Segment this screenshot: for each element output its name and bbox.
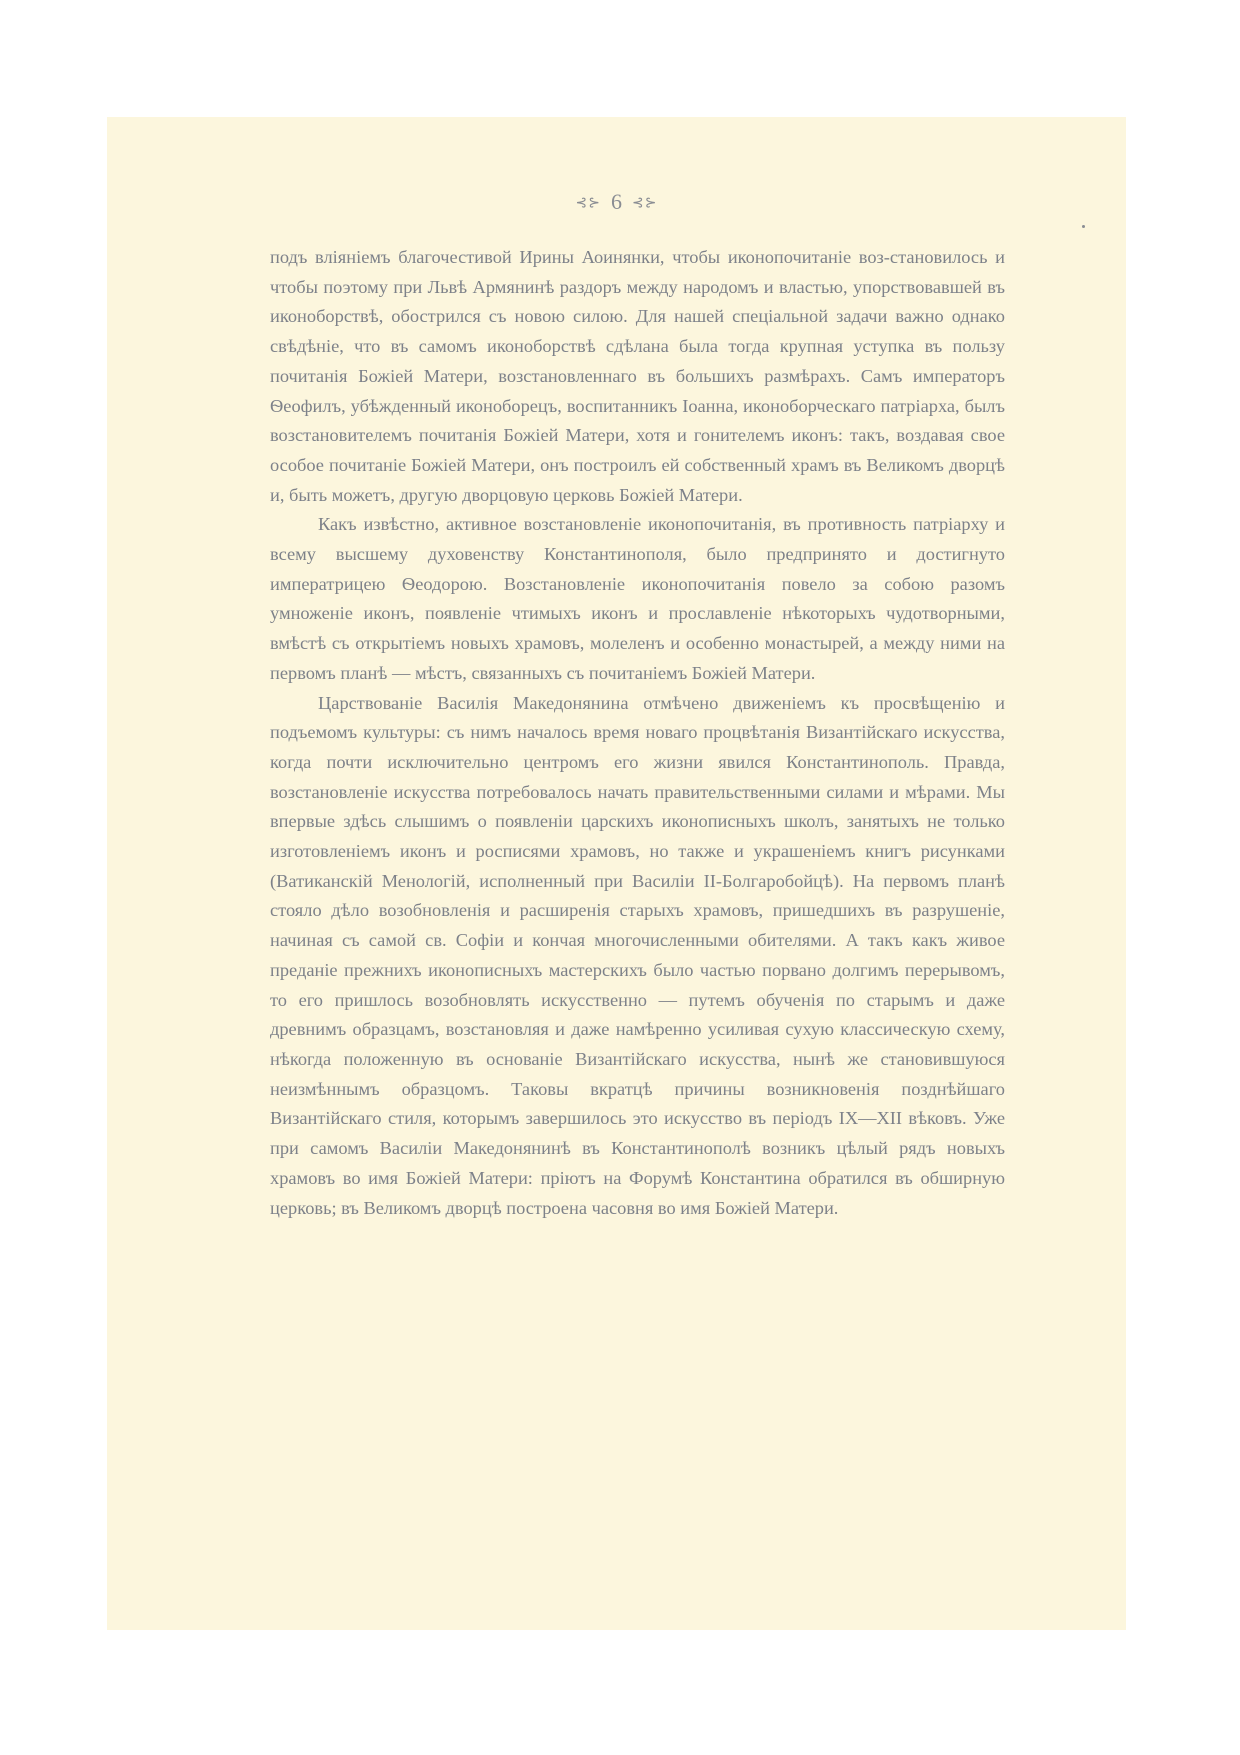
paragraph-2: Какъ извѣстно, активное возстановленіе иконопочитанія, въ противность патріарху и всему высшему духовенству Константинополя, было предпринято и достигнуто императрицею Ѳеодорою. Возстановленіе иконопочитанія повело за собою разомъ умноженіе иконъ, появленіе чтимыхъ иконъ и прославленіе нѣкоторыхъ чудотворными, вмѣстѣ съ открытіемъ новыхъ храмовъ, молеленъ и особенно монастырей, а между ними на первомъ планѣ — мѣстъ, связанныхъ съ почитаніемъ Божіей Матери. <box>270 514 1005 683</box>
page-header <box>107 189 1126 215</box>
paragraph-1: подъ вліяніемъ благочестивой Ирины Аоинянки, чтобы иконопочитаніе воз-становилось и чтобы поэтому при Львѣ Армянинѣ раздоръ между народомъ и властью, упорствовавшей въ иконоборствѣ, обострился съ новою силою. Для нашей спеціальной задачи важно однако свѣдѣніе, что въ самомъ иконоборствѣ сдѣлана была тогда крупная уступка въ пользу почитанія Божіей Матери, возстановленнаго въ большихъ размѣрахъ. Самъ императоръ Ѳеофилъ, убѣжденный иконоборецъ, воспитанникъ Іоанна, иконоборческаго патріарха, былъ возстановителемъ почитанія Божіей Матери, хотя и гонителемъ иконъ: такъ, воздавая свое особое почитаніе Божіей Матери, онъ построилъ ей собственный храмъ въ Великомъ дворцѣ и, быть можетъ, другую дворцовую церковь Божіей Матери. <box>270 247 1005 505</box>
page-number: 6 <box>611 189 622 214</box>
paragraph-3: Царствованіе Василія Македонянина отмѣчено движеніемъ къ просвѣщенію и подъемомъ культуры: съ нимъ началось время новаго процвѣтанія Византійскаго искусства, когда почти исключительно центромъ его жизни явился Константинополь. Правда, возстановленіе искусства потребовалось начать правительственными силами и мѣрами. Мы впервые здѣсь слышимъ о появленіи царскихъ иконописныхъ школъ, занятыхъ не только изготовленіемъ иконъ и росписями храмовъ, но также и украшеніемъ книгъ рисунками (Ватиканскій Менологій, исполненный при Василіи II-Болгаробойцѣ). На первомъ планѣ стояло дѣло возобновленія и расширенія старыхъ храмовъ, пришедшихъ въ разрушеніе, начиная съ самой св. Софіи и кончая многочисленными обителями. А такъ какъ живое преданіе прежнихъ иконописныхъ мастерскихъ было частью порвано долгимъ перерывомъ, то его пришлось возобновлять искусственно — путемъ обученія по старымъ и даже древнимъ образцамъ, возстановляя и даже намѣренно усиливая сухую классическую схему, нѣкогда положенную въ основаніе Византійскаго искусства, нынѣ же становившуюся неизмѣннымъ образцомъ. Таковы вкратцѣ причины возникновенія позднѣйшаго Византійскаго стиля, которымъ завершилось это искусство въ періодъ IX—XII вѣковъ. Уже при самомъ Василіи Македонянинѣ въ Константинополѣ возникъ цѣлый рядъ новыхъ храмовъ во имя Божіей Матери: пріютъ на Форумѣ Константина обратился въ обширную церковь; въ Великомъ дворцѣ построена часовня во имя Божіей Матери. <box>270 692 1005 1218</box>
ink-speck <box>1082 225 1085 228</box>
book-page <box>107 117 1126 1630</box>
ornament-right-icon: ⊰⊱ <box>632 196 658 212</box>
ornament-left-icon: ⊰⊱ <box>575 196 601 212</box>
page-body <box>270 243 1005 1223</box>
